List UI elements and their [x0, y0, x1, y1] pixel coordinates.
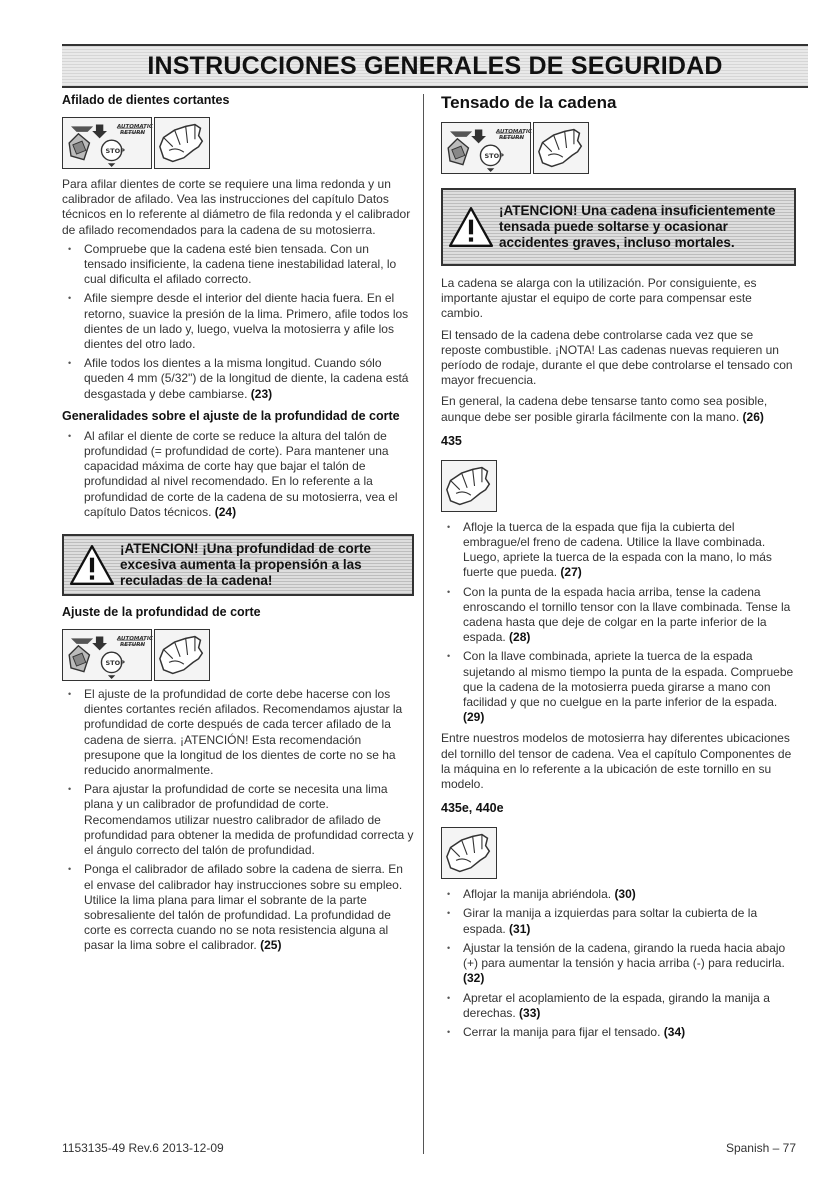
chain-brake-icon [441, 122, 531, 174]
icon-row [62, 117, 414, 169]
icon-label-automatic: AUTOMATIC [496, 129, 532, 135]
icon-label-stop: STOP [105, 147, 125, 155]
column-divider [423, 94, 424, 1154]
icon-label-stop: STOP [484, 152, 504, 160]
list-item: • Girar la manija a izquierdas para soltar la cubierta de la espada. (31) [441, 906, 796, 936]
list-item: • Ponga el calibrador de afilado sobre la cadena de sierra. En el envase del calibrador hay instrucciones sobre su empleo. Utilice la lima plana para limar el sobrante de la parte sobresaliente del talón de profundidad. La profundidad de corte es correcta cuando no se nota resistencia alguna al pasar la lima sobre el calibrador. (25) [62, 862, 414, 953]
list-item: • Apretar el acoplamiento de la espada, girando la manija a derechas. (33) [441, 991, 796, 1021]
glove-icon [533, 122, 589, 174]
icon-label-return: RETURN [120, 642, 146, 649]
icon-row [441, 122, 796, 174]
model-435e-440e: 435e, 440e [441, 801, 504, 816]
tensado-p4: Entre nuestros modelos de motosierra hay diferentes ubicaciones del tornillo del tensor de cadena. Vea el capítulo Componentes de la máquina en lo referente a la ubicación de este tornillo en su modelo. [441, 731, 792, 792]
afilado-list [62, 242, 414, 402]
list-item: • Afile todos los dientes a la misma longitud. Cuando sólo queden 4 mm (5/32") de la longitud de diente, la cadena está desgastada y debe cambiarse. (23) [62, 356, 414, 402]
footer-doc-id: 1153135-49 Rev.6 2013-12-09 [62, 1141, 224, 1155]
list-item: • Afloje la tuerca de la espada que fija la cubierta del embrague/el freno de cadena. Utilice la llave combinada. Luego, apriete la tuerca de la espada con la mano, lo más fuerte que pueda. (27) [441, 520, 796, 581]
right-column [441, 92, 796, 1040]
chain-brake-icon [62, 117, 152, 169]
tensado-p2: El tensado de la cadena debe controlarse cada vez que se reposte combustible. ¡NOTA! Las cadenas nuevas requieren un período de rodaje, durante el que debe controlarse el tensado con mayor frecuencia. [441, 327, 793, 388]
heading-tensado: Tensado de la cadena [441, 93, 617, 112]
footer-page-number: Spanish – 77 [725, 1141, 796, 1155]
tensado-p1: La cadena se alarga con la utilización. Por consiguiente, es importante ajustar el equipo de corte para compensar este cambio. [441, 276, 757, 321]
icon-row [62, 629, 414, 681]
glove-icon [154, 629, 210, 681]
icon-label-automatic: AUTOMATIC [117, 636, 153, 643]
list-item: • Cerrar la manija para fijar el tensado. (34) [441, 1025, 796, 1040]
warning-text: ¡ATENCION! Una cadena insuficientemente tensada puede soltarse y ocasionar accidentes graves, incluso mortales. [499, 203, 776, 250]
list-item: • Aflojar la manija abriéndola. (30) [441, 887, 796, 902]
list-item: • Al afilar el diente de corte se reduce la altura del talón de profundidad (= profundidad de corte). Para mantener una capacidad máxima de corte hay que bajar el talón de profundidad al nivel recomendado. En lo referente a la profundidad de corte de la cadena de su motosierra, vea el capítulo Datos técnicos. (24) [62, 429, 414, 520]
model1-list [441, 520, 796, 726]
list-item: • Compruebe que la cadena esté bien tensada. Con un tensado insificiente, la cadena tiene inestabilidad lateral, lo cual dificulta el afilado correcto. [62, 242, 414, 288]
model-435: 435 [441, 433, 462, 448]
icon-row [441, 460, 796, 512]
list-item: • El ajuste de la profundidad de corte debe hacerse con los dientes cortantes recién afilados. Recomendamos ajustar la profundidad de corte después de cada tercer afilado de la cadena de sierra. ¡ATENCIÓN! Esta recomendación presupone que la longitud de los dientes de corte no se ha reducido anormalmente. [62, 687, 414, 778]
ajuste-list [62, 687, 414, 953]
icon-label-stop: STOP [105, 659, 125, 668]
list-item: • Con la llave combinada, apriete la tuerca de la espada sujetando al mismo tiempo la punta de la espada. Compruebe que la cadena de la motosierra pueda girarse a mano con facilidad y que no cuelgue en la parte inferior de la espada. (29) [441, 649, 796, 725]
chain-brake-icon [62, 629, 152, 681]
warning-box [441, 188, 796, 266]
list-item: • Con la punta de la espada hacia arriba, tense la cadena enroscando el tornillo tensor con la llave combinada. Tense la cadena hasta que deje de colgar en la parte inferior de la espada. (28) [441, 585, 796, 646]
heading-generalidades: Generalidades sobre el ajuste de la profundidad de corte [62, 408, 400, 423]
glove-icon [441, 827, 497, 879]
list-item: • Para ajustar la profundidad de corte se necesita una lima plana y un calibrador de profundidad de corte. Recomendamos utilizar nuestro calibrador de afilado de profundidad para obtener la medida de profundidad correcta y el ángulo correcto del talón de profundidad. [62, 782, 414, 858]
glove-icon [154, 117, 210, 169]
model2-list [441, 887, 796, 1040]
warning-icon [69, 544, 115, 586]
list-item: • Ajustar la tensión de la cadena, girando la rueda hacia abajo (+) para aumentar la tensión y hacia arriba (-) para reducirla. (32) [441, 941, 796, 987]
icon-label-automatic: AUTOMATIC [117, 124, 153, 130]
left-column [62, 92, 414, 954]
generalidades-list [62, 429, 414, 520]
page-title: INSTRUCCIONES GENERALES DE SEGURIDAD [62, 44, 808, 88]
list-item: • Afile siempre desde el interior del diente hacia fuera. En el retorno, suavice la presión de la lima. Primero, afile todos los dientes de un lado y, luego, vuelva la motosierra y afile los dientes del otro lado. [62, 291, 414, 352]
warning-box [62, 534, 414, 596]
glove-icon [441, 460, 497, 512]
tensado-p3: En general, la cadena debe tensarse tanto como sea posible, aunque debe ser posible girarla fácilmente con la mano. (26) [441, 394, 768, 424]
heading-afilado: Afilado de dientes cortantes [62, 93, 230, 107]
heading-ajuste: Ajuste de la profundidad de corte [62, 605, 261, 620]
icon-row [441, 827, 796, 879]
afilado-intro: Para afilar dientes de corte se requiere una lima redonda y un calibrador de afilado. Vea las instrucciones del capítulo Datos técnicos en lo referente al diámetro de fila redonda y el calibrador de afilado recomendados para la cadena de su motosierra. [62, 177, 411, 237]
warning-text: ¡ATENCION! ¡Una profundidad de corte excesiva aumenta la propensión a las reculadas de la cadena! [120, 541, 371, 589]
icon-label-return: RETURN [120, 130, 146, 136]
warning-icon [448, 206, 494, 248]
icon-label-return: RETURN [499, 135, 525, 141]
